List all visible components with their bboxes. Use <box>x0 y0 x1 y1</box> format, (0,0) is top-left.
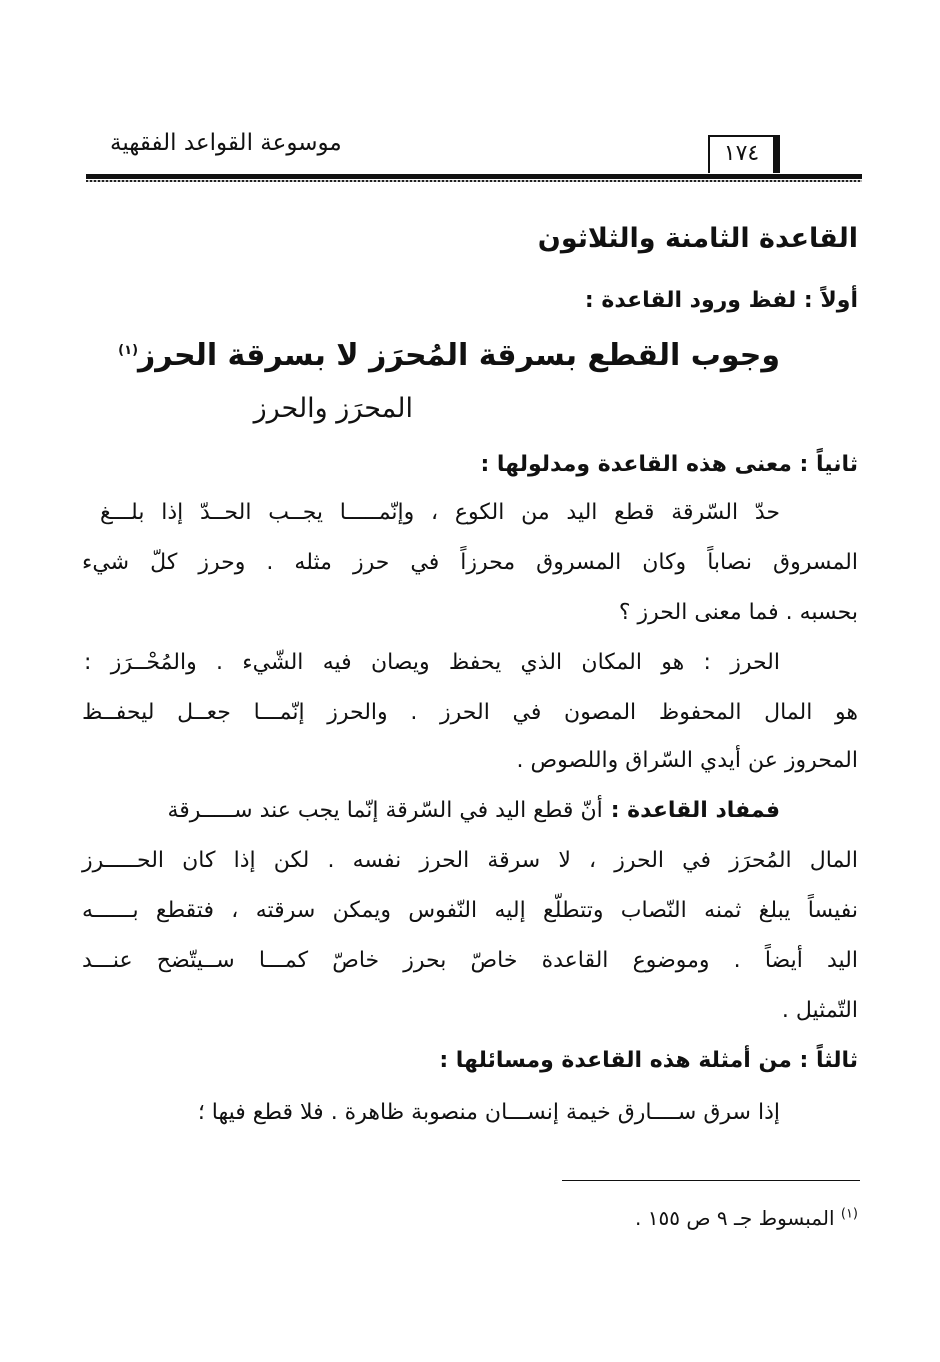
paragraph-line: نفيساً يبلغ ثمنه النّصاب وتتطلّع إليه النّفوس ويمكن سرقته ، فتقطع بــــــه <box>82 898 858 923</box>
header-rule <box>86 174 862 179</box>
section-3-label: ثالثاً : من أمثلة هذه القاعدة ومسائلها : <box>439 1048 858 1073</box>
rule-statement <box>118 336 780 371</box>
footnote-separator <box>562 1180 860 1181</box>
paragraph-line <box>84 796 780 826</box>
footnote-text: المبسوط جـ ٩ ص ١٥٥ . <box>635 1206 835 1230</box>
paragraph-line: بحسبه . فما معنى الحرز ؟ <box>618 600 858 625</box>
paragraph-line: المسروق نصاباً وكان المسروق محرزاً في حرز مثله . وحرز كلّ شيء <box>82 550 858 575</box>
running-header-title: موسوعة القواعد الفقهية <box>110 130 342 156</box>
rule-text: وجوب القطع بسرقة المُحرَز لا بسرقة الحرز <box>138 338 780 373</box>
paragraph-line: المال المُحرَز في الحرز ، لا سرقة الحرز نفسه . لكن إذا كان الحـــــرز <box>82 848 858 873</box>
rule-terms: المحرَز والحرز <box>253 393 413 424</box>
footnote <box>635 1206 858 1230</box>
section-1-label: أولاً : لفظ ورود القاعدة : <box>584 288 858 313</box>
paragraph-line: إذا سرق ســــارق خيمة إنســـان منصوبة ظاهرة . فلا قطع فيها ؛ <box>197 1100 780 1125</box>
paragraph-text: أنّ قطع اليد في السّرقة إنّما يجب عند ســـــرقة <box>167 798 603 823</box>
page-number: ١٧٤ <box>708 135 780 173</box>
header-rule-dotted <box>86 180 862 182</box>
footnote-ref: (١) <box>118 343 139 358</box>
paragraph-line: اليد أيضاً . وموضوع القاعدة خاصّ بحرز خاصّ كمـــا ســيتّضح عنـــد <box>82 948 858 973</box>
paragraph-line: الحرز : هو المكان الذي يحفظ ويصان فيه الشّيء . والمُحْــرَز : <box>84 650 780 675</box>
footnote-marker: (١) <box>840 1206 858 1222</box>
paragraph-lead: فمفاد القاعدة : <box>610 798 780 823</box>
paragraph-line: التّمثيل . <box>781 998 858 1023</box>
paragraph-line: هو المال المحفوظ المصون في الحرز . والحرز إنّمـــا جعــل ليحفــظ <box>82 700 858 725</box>
section-2-label: ثانياً : معنى هذه القاعدة ومدلولها : <box>480 452 858 477</box>
paragraph-line: حدّ السّرقة قطع اليد من الكوع ، وإنّمـــــا يجــب الحــدّ إذا بلـــغ <box>100 500 780 525</box>
paragraph-line: المحروز عن أيدي السّراق واللصوص . <box>516 748 858 773</box>
rule-heading: القاعدة الثامنة والثلاثون <box>537 223 858 254</box>
